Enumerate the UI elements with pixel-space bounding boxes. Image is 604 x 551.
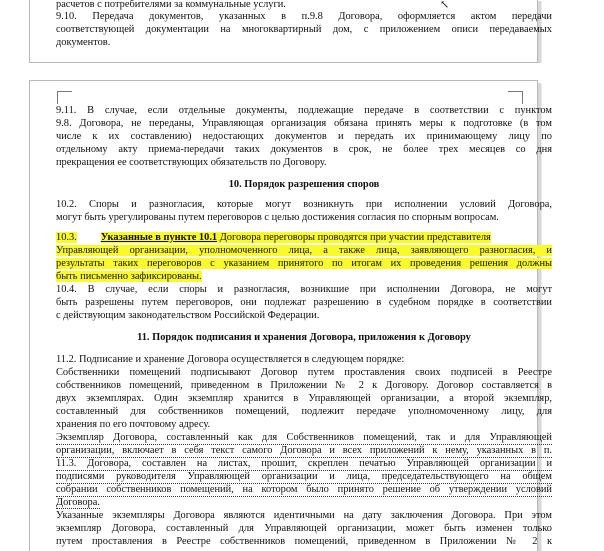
text-fragment: Договора переговоры проводятся при участии представителя (217, 232, 491, 243)
text-line: прекращения ее соответствующих обязательств по Договору. (56, 157, 327, 168)
text-line: собственников помещений, приведенном в Приложении № 2 к Договору. Договор составляется в (56, 380, 552, 391)
text-line: расчетов с потребителями за коммунальные услуги. (56, 0, 286, 10)
section-heading: 11. Порядок подписания и хранения Договора, приложения к Договору (137, 332, 471, 343)
text-line: 9.10. Передача документов, указанных в п.9.8 Договора, оформляется актом передачи (56, 11, 552, 22)
clause-reference: Указанные в пункте 10.1 (100, 232, 218, 243)
text-line: экземпляр Договора, составленный для Управляющей организации, может быть изменен только (56, 523, 552, 534)
text-line: 9.8. Договора, не переданы, Управляющая организация обязана принять меры к подготовке (в том (56, 118, 552, 129)
text-line: хранения по его почтовому адресу. (56, 419, 211, 430)
document-page-1 (29, 0, 552, 63)
margin-mark (508, 91, 523, 104)
text-line: 10.4. В случае, если споры и разногласия, возникшие при исполнении Договора, не могут (56, 284, 552, 295)
highlighted-line (56, 231, 552, 244)
highlighted-line (56, 270, 552, 283)
clause-number: 10.3. (56, 232, 77, 243)
text-line: 11.3. Договора, составлен на листах, прошит, скреплен печатью Управляющей организации и (56, 458, 552, 469)
text-line: с действующим законодательством Российской Федерации. (56, 310, 320, 321)
text-line: соответствующей документации на многоквартирный дом, с приложением описи передаваемых (56, 24, 552, 35)
text-line: организации, включает в себя текст самого Договора и всех приложений к нему, указанных в п. (56, 445, 552, 456)
text-line: Указанные экземпляры Договора являются идентичными на дату заключения Договора. При этом (56, 510, 552, 521)
page-gap (0, 63, 604, 80)
text-line: документов. (56, 37, 111, 48)
text-line: могут быть урегулированы путем переговоров с целью достижения согласия по спорным вопросам. (56, 212, 499, 223)
text-line: путем проставления в Реестре собственников помещений, приведенном в Приложении № 2 к (56, 536, 552, 547)
document-page-2 (29, 80, 552, 551)
text-fragment: быть письменно зафиксированы. (56, 271, 202, 282)
text-line (56, 496, 552, 509)
mouse-cursor-icon: ↖ (440, 0, 450, 11)
text-line: числе к их составлению) недостающих документов и передать их принимающему лицу по (56, 131, 552, 142)
text-fragment: результаты таких переговоров с указанием принятого по итогам их проведения решения должны (56, 258, 552, 269)
text-line: Экземпляр Договора, составленный как для Собственников помещений, так и для Управляющей (56, 432, 552, 443)
margin-mark (57, 91, 72, 104)
highlighted-line (56, 244, 552, 257)
text-line: Собственники помещений подписывают Договор путем проставления своих подписей в Реестре (56, 367, 552, 378)
highlighted-line (56, 257, 552, 270)
text-line: двух экземплярах. Один экземпляр хранится в Управляющей организации, а второй экземпляр, (56, 393, 552, 404)
text-line: 10.2. Споры и разногласия, которые могут возникнуть при исполнении условий Договора, (56, 199, 552, 210)
text-line: отдельному акту приема-передачи таких документов в срок, не более трех месяцев со дня (56, 144, 552, 155)
text-fragment: Договора. (56, 497, 100, 508)
section-heading: 10. Порядок разрешения споров (228, 179, 380, 190)
text-fragment: Управляющей организации, уполномоченного лица, а также лица, заявляющего разногласия, и (56, 245, 552, 256)
text-line: 9.11. В случае, если отдельные документы, подлежащие передаче в соответствии с пунктом (56, 105, 552, 116)
text-line: составленный для собственников помещений, подлежит передаче уполномоченному лицу, для (56, 406, 552, 417)
text-line: 11.2. Подписание и хранение Договора осуществляется в следующем порядке: (56, 354, 405, 365)
text-line: подписями руководителя Управляющей организации и лица, председательствующего на общем (56, 471, 552, 482)
text-line: собрании собственников помещений, на котором было принято решение об утверждении условий (56, 484, 552, 495)
text-line: быть разрешены путем переговоров, они подлежат разрешению в судебном порядке в соответствии (56, 297, 552, 308)
